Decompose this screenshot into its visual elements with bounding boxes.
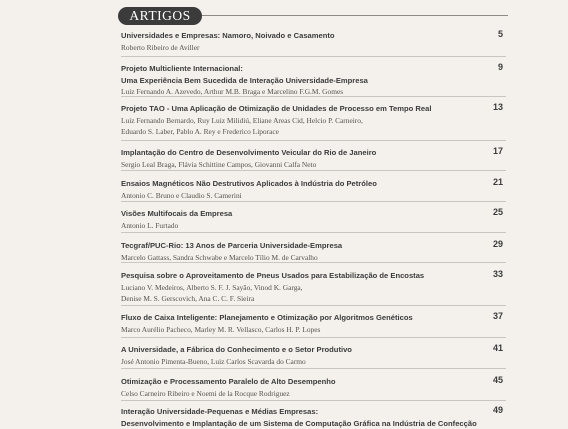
header-rule xyxy=(196,15,508,16)
entry-title: Uma Experiência Bem Sucedida de Interação Universidade-Empresa xyxy=(121,75,506,87)
entry-authors: Luciano V. Medeiros, Alberto S. F. J. Sayão, Vinod K. Garga, xyxy=(121,282,506,293)
entry-title: Tecgraf/PUC-Rio: 13 Anos de Parceria Universidade-Empresa xyxy=(121,240,506,252)
entry-separator xyxy=(121,262,506,263)
entry-title: Otimização e Processamento Paralelo de Alto Desempenho xyxy=(121,376,506,388)
entry-title: Fluxo de Caixa Inteligente: Planejamento e Otimização por Algoritmos Genéticos xyxy=(121,312,506,324)
entry-page-number: 9 xyxy=(498,62,503,72)
entry-separator xyxy=(121,201,506,202)
entry-separator xyxy=(121,170,506,171)
entry-page-number: 49 xyxy=(493,405,503,415)
entry-separator xyxy=(121,56,506,57)
entry-authors: Antonio C. Bruno e Claudio S. Camerini xyxy=(121,190,506,201)
toc-entry xyxy=(121,240,506,263)
toc-entry xyxy=(121,344,506,367)
entry-authors: Denise M. S. Gerscovich, Ana C. C. F. Sieira xyxy=(121,293,506,304)
entry-page-number: 29 xyxy=(493,239,503,249)
toc-entry xyxy=(121,178,506,201)
entry-title: A Universidade, a Fábrica do Conhecimento e o Setor Produtivo xyxy=(121,344,506,356)
entry-page-number: 37 xyxy=(493,311,503,321)
toc-entry xyxy=(121,270,506,304)
toc-entry xyxy=(121,63,506,97)
entry-separator xyxy=(121,305,506,306)
entry-title: Implantação do Centro de Desenvolvimento Veicular do Rio de Janeiro xyxy=(121,147,506,159)
toc-entry xyxy=(121,312,506,335)
entry-separator xyxy=(121,140,506,141)
entry-title: Universidades e Empresas: Namoro, Noivado e Casamento xyxy=(121,30,506,42)
entry-page-number: 13 xyxy=(493,102,503,112)
entry-authors: Sergio Leal Braga, Flávia Schittine Campos, Giovanni Calfa Neto xyxy=(121,159,506,170)
entry-authors: Marco Aurélio Pacheco, Marley M. R. Vellasco, Carlos H. P. Lopes xyxy=(121,324,506,335)
section-header-artigos: ARTIGOS xyxy=(118,7,202,25)
toc-entry xyxy=(121,208,506,231)
toc-entry xyxy=(121,103,506,137)
entry-authors: Antonio L. Furtado xyxy=(121,220,506,231)
entry-authors: Celso Carneiro Ribeiro e Noemi de la Rocque Rodriguez xyxy=(121,388,506,399)
entry-separator xyxy=(121,232,506,233)
entry-page-number: 21 xyxy=(493,177,503,187)
entry-page-number: 5 xyxy=(498,29,503,39)
toc-entry xyxy=(121,30,506,53)
entry-page-number: 33 xyxy=(493,269,503,279)
entry-title: Desenvolvimento e Implantação de um Sistema de Computação Gráfica na Indústria de Confecção xyxy=(121,418,506,429)
entry-separator xyxy=(121,337,506,338)
toc-entry xyxy=(121,147,506,170)
entry-authors: José Antonio Pimenta-Bueno, Luiz Carlos Scavarda do Carmo xyxy=(121,356,506,367)
entry-title: Pesquisa sobre o Aproveitamento de Pneus Usados para Estabilização de Encostas xyxy=(121,270,506,282)
entry-separator xyxy=(121,400,506,401)
entry-authors: Luiz Fernando Bernardo, Ruy Luiz Milidiú, Eliane Areas Cid, Helcio P. Carneiro, xyxy=(121,115,506,126)
entry-page-number: 25 xyxy=(493,207,503,217)
entry-title: Projeto TAO - Uma Aplicação de Otimização de Unidades de Processo em Tempo Real xyxy=(121,103,506,115)
entry-page-number: 17 xyxy=(493,146,503,156)
entry-authors: Roberto Ribeiro de Aviller xyxy=(121,42,506,53)
entry-authors: Marcelo Gattass, Sandra Schwabe e Marcelo Tílio M. de Carvalho xyxy=(121,252,506,263)
entry-title: Interação Universidade-Pequenas e Médias Empresas: xyxy=(121,406,506,418)
entry-separator xyxy=(121,368,506,369)
entry-title: Projeto Multicliente Internacional: xyxy=(121,63,506,75)
entry-page-number: 41 xyxy=(493,343,503,353)
toc-entry xyxy=(121,376,506,399)
entry-title: Visões Multifocais da Empresa xyxy=(121,208,506,220)
entry-page-number: 45 xyxy=(493,375,503,385)
entry-authors: Luiz Fernando A. Azevedo, Arthur M.B. Braga e Marcelino F.G.M. Gomes xyxy=(121,86,506,97)
entry-authors: Eduardo S. Laber, Pablo A. Rey e Frederico Liporace xyxy=(121,126,506,137)
entry-title: Ensaios Magnéticos Não Destrutivos Aplicados à Indústria do Petróleo xyxy=(121,178,506,190)
entry-separator xyxy=(121,96,506,97)
